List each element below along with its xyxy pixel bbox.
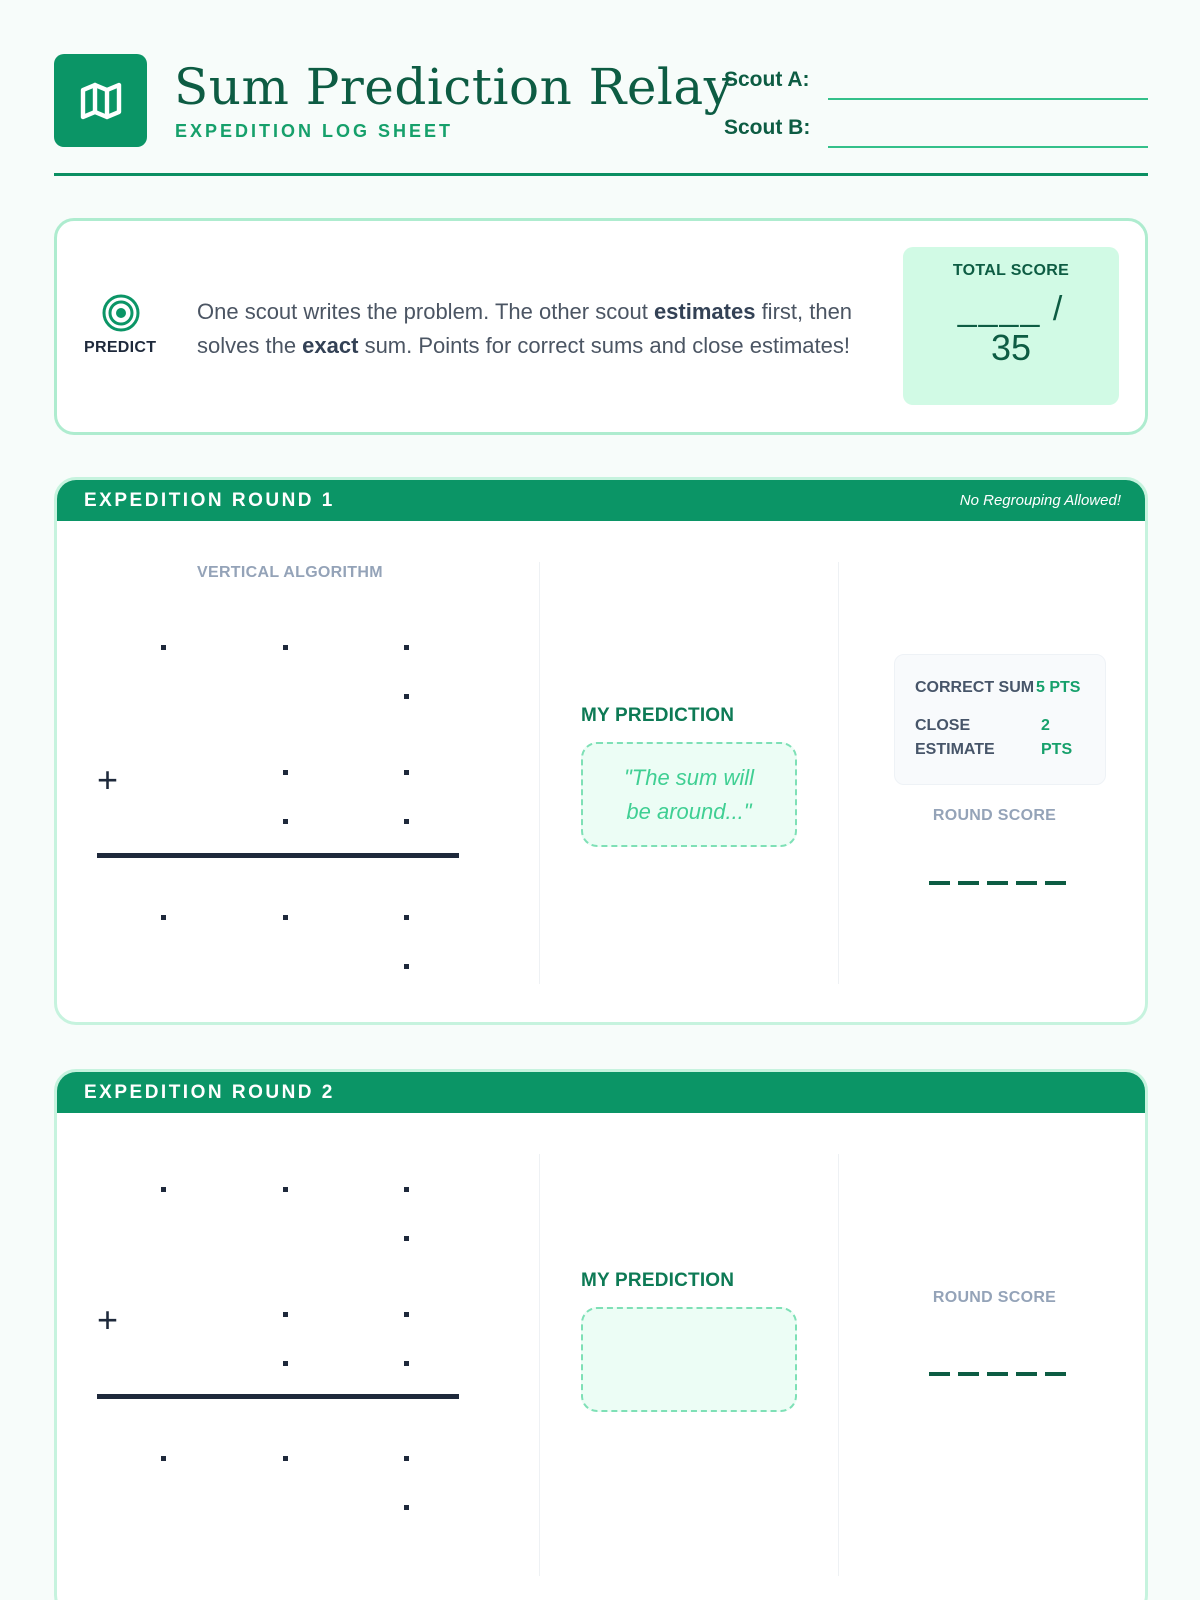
round-score-blank[interactable] (929, 1372, 1069, 1376)
digit-slot[interactable] (161, 1456, 166, 1461)
plus-sign: + (97, 1299, 119, 1340)
prediction-label: MY PREDICTION (581, 1270, 735, 1291)
map-icon (77, 77, 125, 125)
digit-slot[interactable] (283, 1456, 288, 1461)
digit-slot[interactable] (161, 645, 166, 650)
scout-a-field[interactable] (724, 68, 1148, 108)
digit-slot[interactable] (404, 915, 409, 920)
round-score-label: ROUND SCORE (932, 807, 1057, 824)
digit-slot[interactable] (161, 915, 166, 920)
digit-slot[interactable] (404, 1312, 409, 1317)
digit-slot[interactable] (283, 915, 288, 920)
algorithm-label: VERTICAL ALGORITHM (197, 564, 383, 581)
digit-slot[interactable] (404, 694, 409, 699)
page-title: Sum Prediction Relay (174, 58, 733, 116)
digit-slot[interactable] (404, 1187, 409, 1192)
close-estimate-unit: PTS (1041, 741, 1073, 758)
digit-slot[interactable] (283, 1361, 288, 1366)
round-2-header (57, 1072, 1145, 1113)
correct-sum-label: CORRECT SUM (915, 679, 1035, 696)
prediction-box[interactable] (581, 742, 797, 847)
sum-line (97, 1394, 459, 1399)
digit-slot[interactable] (404, 1505, 409, 1510)
digit-slot[interactable] (404, 964, 409, 969)
digit-slot[interactable] (404, 819, 409, 824)
close-estimate-label-2: ESTIMATE (915, 741, 995, 758)
total-score-label: TOTAL SCORE (952, 262, 1070, 279)
close-estimate-points: 2 (1041, 717, 1050, 734)
digit-slot[interactable] (283, 770, 288, 775)
close-estimate-label-1: CLOSE (915, 717, 971, 734)
logo-badge (54, 54, 147, 147)
round-score-label: ROUND SCORE (932, 1289, 1057, 1306)
scout-b-line[interactable] (828, 146, 1148, 148)
digit-slot[interactable] (404, 770, 409, 775)
digit-slot[interactable] (404, 645, 409, 650)
prediction-label: MY PREDICTION (581, 705, 735, 726)
digit-slot[interactable] (283, 1312, 288, 1317)
estimates-emphasis: estimates (653, 299, 756, 324)
total-score-blank[interactable]: ____ / (957, 290, 1065, 328)
column-divider (539, 1154, 540, 1576)
sum-line (97, 853, 459, 858)
digit-slot[interactable] (404, 1456, 409, 1461)
instructions-text: One scout writes the problem. The other scout estimates first, then solves the exact sum. Points for correct sums and close estimates! (197, 299, 853, 358)
digit-slot[interactable] (283, 1187, 288, 1192)
scout-a-label: Scout A: (724, 68, 810, 91)
column-divider (539, 562, 540, 984)
total-score-box (903, 247, 1119, 405)
digit-slot[interactable] (404, 1236, 409, 1241)
round-1-header (57, 480, 1145, 521)
exact-emphasis: exact (302, 333, 359, 358)
scout-a-line[interactable] (828, 98, 1148, 100)
digit-slot[interactable] (404, 1361, 409, 1366)
round-score-blank[interactable] (929, 881, 1069, 885)
round-1-note: No Regrouping Allowed! (959, 492, 1121, 509)
prediction-box[interactable] (581, 1307, 797, 1412)
round-2-title: EXPEDITION ROUND 2 (84, 1082, 335, 1103)
scout-b-field[interactable] (724, 116, 1148, 156)
points-legend (894, 654, 1106, 785)
target-icon (101, 293, 141, 333)
scout-b-label: Scout B: (724, 116, 811, 139)
page-subtitle: EXPEDITION LOG SHEET (175, 121, 454, 141)
round-1-title: EXPEDITION ROUND 1 (84, 490, 335, 511)
plus-sign: + (97, 759, 119, 800)
digit-slot[interactable] (283, 819, 288, 824)
round-2-card (54, 1069, 1148, 1600)
column-divider (838, 562, 839, 984)
correct-sum-points: 5 PTS (1036, 679, 1081, 696)
digit-slot[interactable] (161, 1187, 166, 1192)
instructions-card (54, 218, 1148, 435)
prediction-prompt: "The sum will be around..." (623, 764, 755, 824)
predict-label: PREDICT (84, 339, 157, 356)
column-divider (838, 1154, 839, 1576)
digit-slot[interactable] (283, 645, 288, 650)
round-1-card (54, 477, 1148, 1025)
total-score-max: 35 (990, 327, 1032, 368)
page-header (54, 54, 1148, 176)
